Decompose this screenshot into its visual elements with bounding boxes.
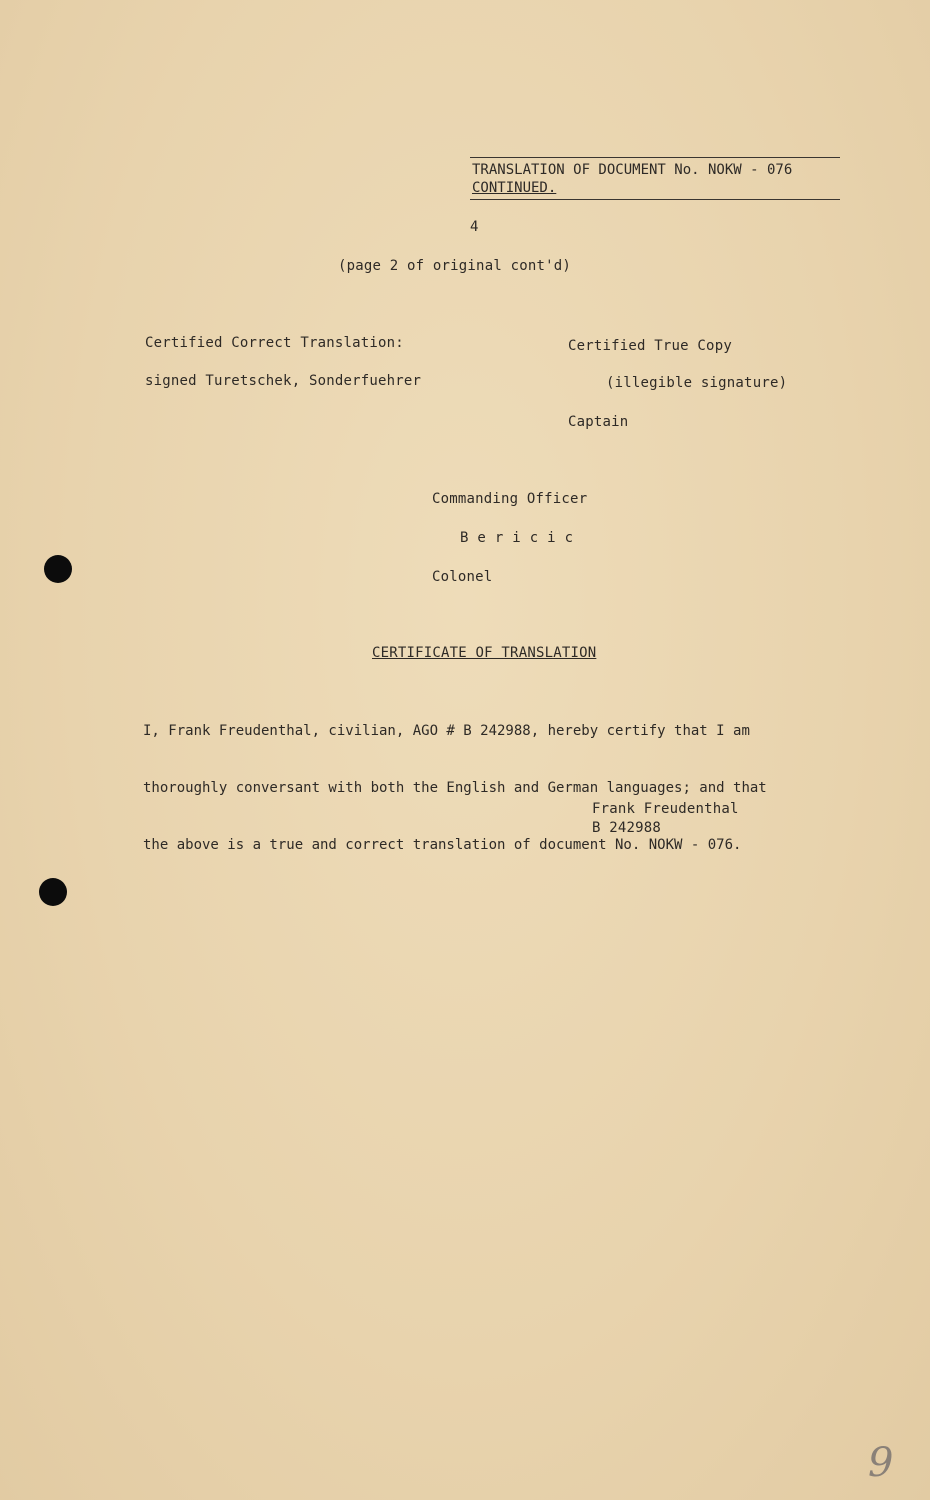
- signer-id: B 242988: [592, 820, 662, 836]
- header-title: TRANSLATION OF DOCUMENT No. NOKW - 076: [472, 162, 793, 178]
- page-number: 4: [470, 219, 479, 235]
- signed-translator: signed Turetschek, Sonderfuehrer: [145, 373, 422, 389]
- certified-translation-label: Certified Correct Translation:: [145, 335, 404, 351]
- officer-name: Bericic: [460, 530, 583, 546]
- page-note: (page 2 of original cont'd): [338, 258, 571, 274]
- certificate-line: I, Frank Freudenthal, civilian, AGO # B 242988, hereby certify that I am: [143, 723, 750, 739]
- handwritten-page-mark: 9: [868, 1440, 894, 1486]
- document-header: [470, 157, 840, 200]
- certificate-line: the above is a true and correct translation of document No. NOKW - 076.: [143, 837, 742, 853]
- signer-name: Frank Freudenthal: [592, 801, 739, 817]
- punch-hole: [44, 555, 72, 583]
- illegible-signature: (illegible signature): [606, 375, 788, 391]
- certificate-line: thoroughly conversant with both the English and German languages; and that: [143, 780, 767, 796]
- colonel-rank: Colonel: [432, 569, 493, 585]
- captain-rank: Captain: [568, 414, 629, 430]
- header-continued: CONTINUED.: [472, 180, 557, 196]
- commanding-officer-title: Commanding Officer: [432, 491, 588, 507]
- certificate-paragraph: [143, 684, 863, 893]
- certificate-heading: CERTIFICATE OF TRANSLATION: [372, 645, 597, 661]
- punch-hole: [39, 878, 67, 906]
- certified-copy-label: Certified True Copy: [568, 338, 732, 354]
